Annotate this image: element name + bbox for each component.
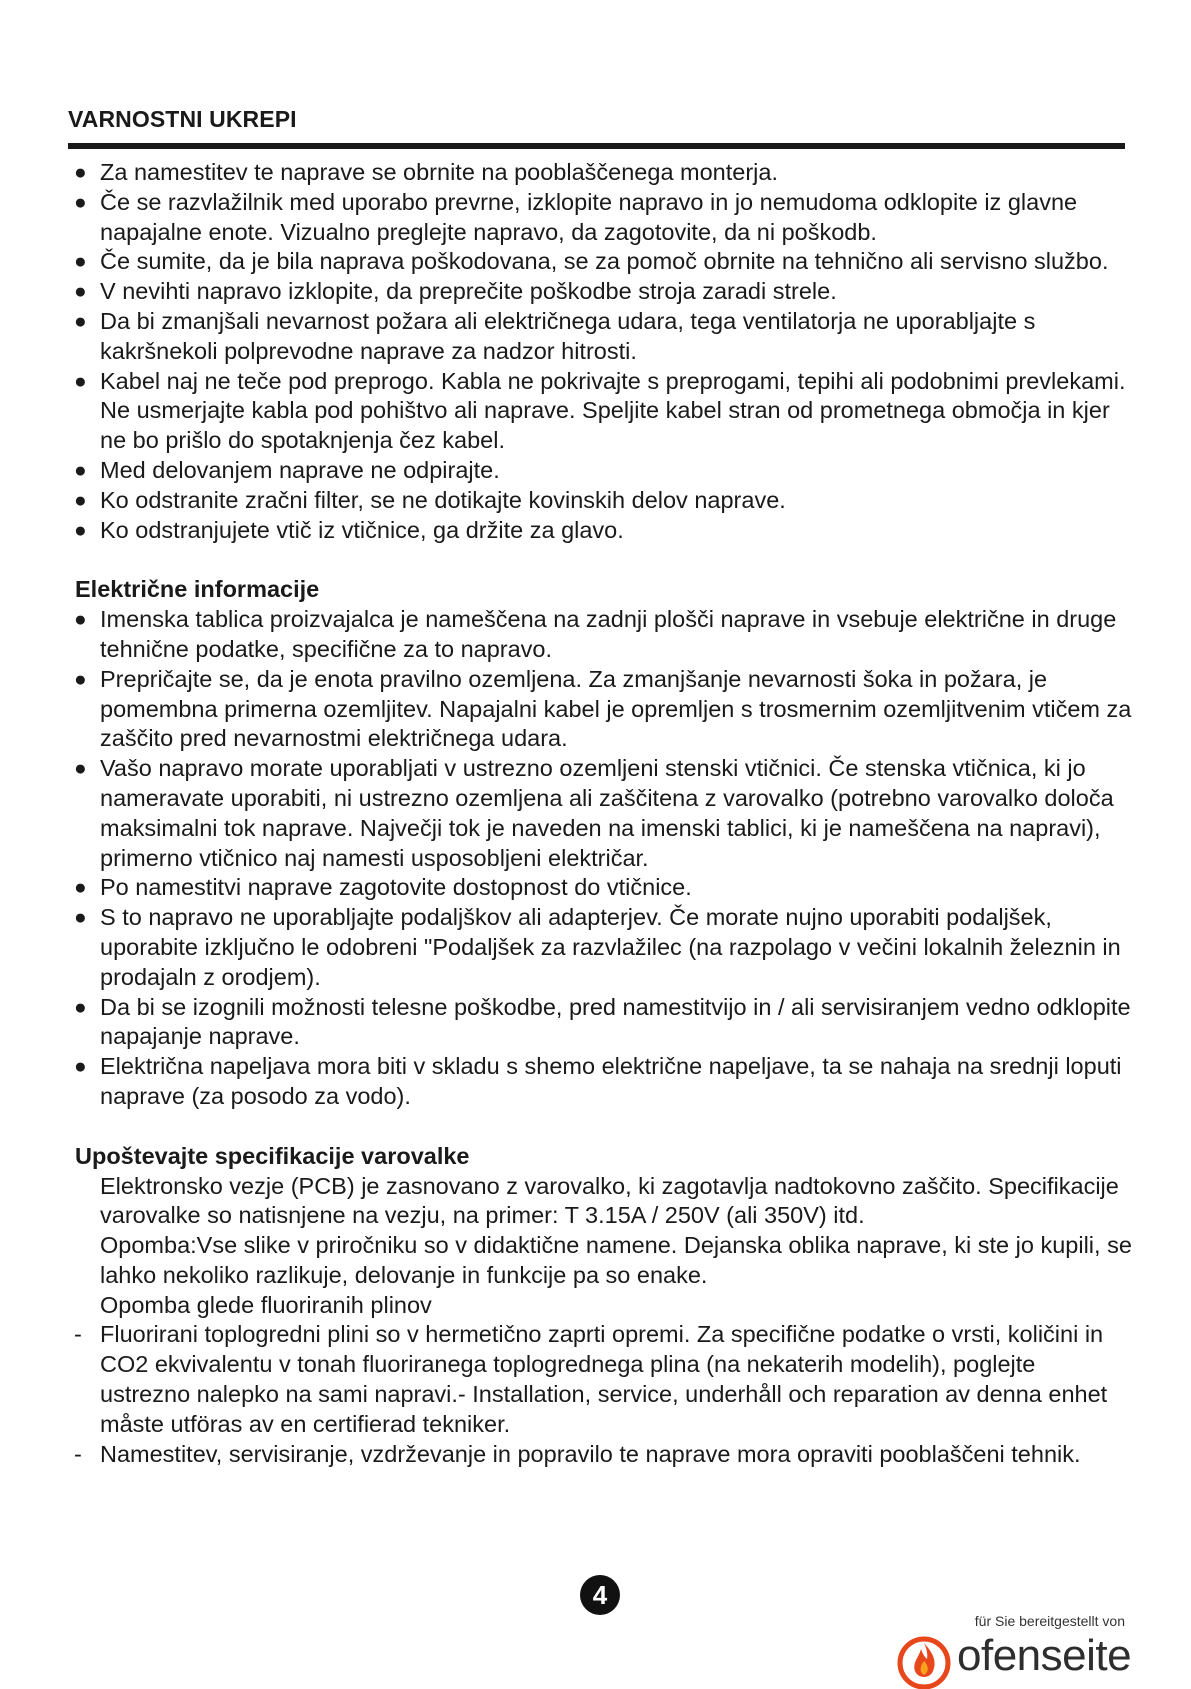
flame-logo-icon bbox=[895, 1633, 953, 1689]
page-title: VARNOSTNI UKREPI bbox=[68, 106, 297, 132]
list-item: ● Ko odstranjujete vtič iz vtičnice, ga držite za glavo. bbox=[74, 516, 1132, 546]
list-item: ● Da bi zmanjšali nevarnost požara ali električnega udara, tega ventilatorja ne uporabljajte s kakršnekoli polprevodne naprave za nadzor hitrosti. bbox=[74, 307, 1036, 364]
bullet-icon: ● bbox=[74, 280, 87, 304]
list-item: ● Če sumite, da je bila naprava poškodovana, se za pomoč obrnite na tehnično ali servisno službo. bbox=[74, 247, 1132, 277]
document-body bbox=[74, 158, 1132, 1469]
list-item: ● Vašo napravo morate uporabljati v ustrezno ozemljeni stenski vtičnici. Če stenska vtičnica, ki jo nameravate uporabiti, ni ustrezno ozemljena ali zaščitena z varovalko (potrebno varovalko določa maksimalni tok naprave. Največji tok je naveden na imenski tablici, ki je nameščena na napravi), primerno vtičnico naj namesti usposobljeni električar. bbox=[74, 755, 1114, 871]
dash-marker: - bbox=[74, 1321, 82, 1348]
bullet-icon: ● bbox=[74, 161, 87, 184]
dash-marker: - bbox=[74, 1440, 82, 1467]
dash-item: - Namestitev, servisiranje, vzdrževanje in popravilo te naprave mora opraviti pooblaščeni tehnik. bbox=[74, 1440, 1132, 1470]
bullet-icon: ● bbox=[74, 458, 87, 482]
list-item: ● V nevihti napravo izklopite, da preprečite poškodbe stroja zaradi strele. bbox=[74, 277, 1132, 307]
safety-list bbox=[74, 158, 1132, 545]
brand-name: ofenseite bbox=[957, 1631, 1132, 1680]
bullet-icon: ● bbox=[74, 608, 87, 632]
brand-footer bbox=[895, 1613, 1135, 1683]
list-item: ● Po namestitvi naprave zagotovite dostopnost do vtičnice. bbox=[74, 873, 1132, 903]
bullet-icon: ● bbox=[74, 518, 87, 542]
brand-tagline: für Sie bereitgestellt von bbox=[974, 1613, 1125, 1629]
bullet-icon: ● bbox=[74, 995, 87, 1019]
list-item: ● Kabel naj ne teče pod preprogo. Kabla ne pokrivajte s preprogami, tepihi ali podobnimi prevlekami. Ne usmerjajte kabla pod pohištvo ali naprave. Speljite kabel stran od prometnega območja in kjer ne bo prišlo do spotaknjenja čez kabel. bbox=[74, 367, 1126, 454]
bullet-icon: ● bbox=[74, 1055, 87, 1079]
list-item: ● Za namestitev te naprave se obrnite na pooblaščenega monterja. bbox=[74, 158, 1132, 188]
page-number: 4 bbox=[580, 1575, 620, 1615]
bullet-icon: ● bbox=[74, 488, 87, 512]
fuse-paragraph: Elektronsko vezje (PCB) je zasnovano z varovalko, ki zagotavlja nadtokovno zaščito. Specifikacije varovalke so natisnjene na vezju, na primer: T 3.15A / 250V (ali 350V) itd. bbox=[100, 1172, 1119, 1229]
bullet-icon: ● bbox=[74, 906, 87, 930]
bullet-icon: ● bbox=[74, 757, 87, 781]
list-item: ● Da bi se izognili možnosti telesne poškodbe, pred namestitvijo in / ali servisiranjem vedno odklopite napajanje naprave. bbox=[74, 993, 1131, 1050]
bullet-icon: ● bbox=[74, 369, 87, 393]
bullet-icon: ● bbox=[74, 309, 87, 333]
bullet-icon: ● bbox=[74, 876, 87, 900]
list-item: ● Imenska tablica proizvajalca je nameščena na zadnji plošči naprave in vsebuje električne in druge tehnične podatke, specifične za to napravo. bbox=[74, 606, 1117, 662]
section-heading-electrical: Električne informacije bbox=[75, 576, 320, 603]
bullet-icon: ● bbox=[74, 667, 87, 691]
dash-item: - Fluorirani toplogredni plini so v hermetično zaprti opremi. Za specifične podatke o vrsti, količini in CO2 ekvivalentu v tonah fluoriranega toplogrednega plina (na nekaterih modelih), poglejte ustrezno nalepko na sami napravi.- Installation, service, underhåll och reparation av denna enhet måste utföras av en certifierad tekniker. bbox=[74, 1321, 1108, 1437]
list-item: ● Med delovanjem naprave ne odpirajte. bbox=[74, 456, 1132, 486]
gas-note-heading: Opomba glede fluoriranih plinov bbox=[100, 1291, 432, 1318]
list-item: ● Če se razvlažilnik med uporabo prevrne, izklopite napravo in jo nemudoma odklopite iz glavne napajalne enote. Vizualno preglejte napravo, da zagotovite, da ni poškodb. bbox=[74, 188, 1078, 245]
title-divider bbox=[68, 143, 1125, 149]
list-item: ● Ko odstranite zračni filter, se ne dotikajte kovinskih delov naprave. bbox=[74, 486, 1132, 516]
section-heading-fuse: Upoštevajte specifikacije varovalke bbox=[75, 1142, 470, 1169]
bullet-icon: ● bbox=[74, 250, 87, 274]
list-item: ● Prepričajte se, da je enota pravilno ozemljena. Za zmanjšanje nevarnosti šoka in požara, je pomembna primerna ozemljitev. Napajalni kabel je opremljen s trosmernim ozemljitvenim vtičem za zaščito pred nevarnostmi električnega udara. bbox=[74, 665, 1132, 752]
note-paragraph: Opomba:Vse slike v priročniku so v didaktične namene. Dejanska oblika naprave, ki ste jo kupili, se lahko nekoliko razlikuje, delovanje in funkcije pa so enake. bbox=[100, 1232, 1132, 1288]
list-item: ● S to napravo ne uporabljajte podaljškov ali adapterjev. Če morate nujno uporabiti podaljšek, uporabite izključno le odobreni "Podaljšek za razvlažilec (na razpolago v večini lokalnih železnin in prodajaln z orodjem). bbox=[74, 904, 1121, 990]
list-item: ● Električna napeljava mora biti v skladu s shemo električne napeljave, ta se nahaja na srednji loputi naprave (za posodo za vodo). bbox=[74, 1053, 1122, 1109]
bullet-icon: ● bbox=[74, 190, 87, 214]
electrical-list bbox=[74, 605, 1132, 1112]
